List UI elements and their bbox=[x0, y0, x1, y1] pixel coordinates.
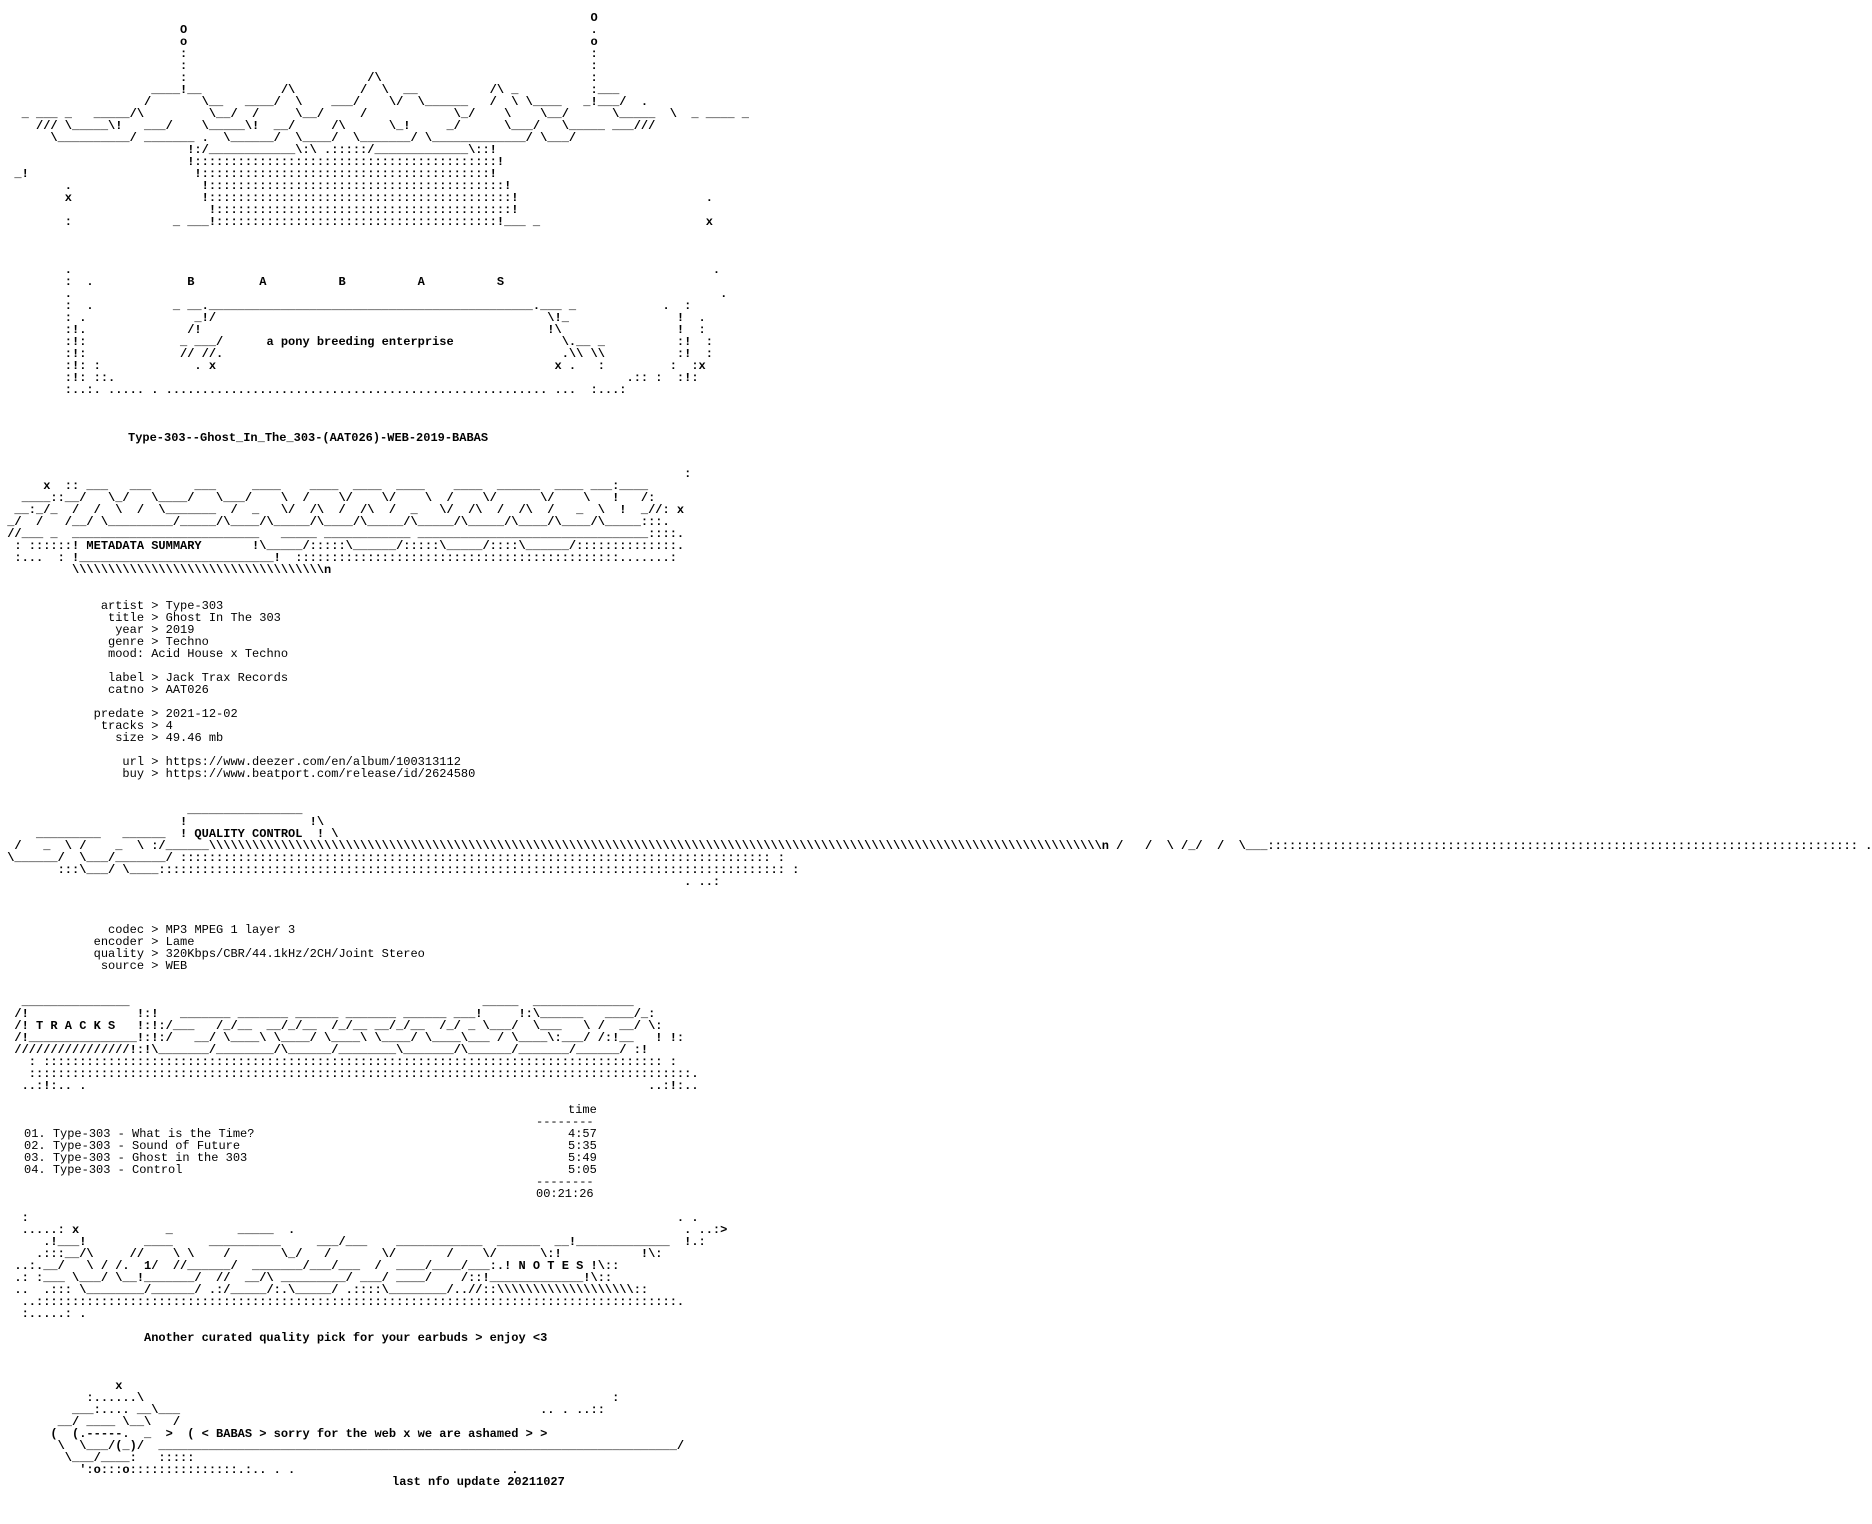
metadata-genre-row: genre > Techno bbox=[0, 635, 209, 649]
total-time: 00:21:26 bbox=[536, 1187, 594, 1201]
release-name: Type-303--Ghost_In_The_303-(AAT026)-WEB-2019-BABAS bbox=[128, 431, 489, 445]
time-divider: -------- bbox=[536, 1115, 594, 1129]
metadata-title-row: title > Ghost In The 303 bbox=[0, 611, 281, 625]
footer-art: x :......\ : ___:.... __\___ .. . ..:: __/ ____ \__\ / ( (.-----. _ > ( < BABAS > sorry for the web x we are ashamed > > \ \___/(_)/ ________________________________________________________________________/ \___/____: ::::: ':o:::o:::::::::::::::.:.. . . . bbox=[50, 1379, 685, 1477]
metadata-title: Ghost In The 303 bbox=[165, 611, 281, 625]
track-name: Type-303 - What is the Time? bbox=[52, 1127, 255, 1141]
quality-quality-row: quality > 320Kbps/CBR/44.1kHz/2CH/Joint Stereo bbox=[0, 947, 425, 961]
track-time: 5:05 bbox=[568, 1163, 597, 1177]
time-column-header: time bbox=[568, 1103, 597, 1117]
metadata-url-row: url > https://www.deezer.com/en/album/100313112 bbox=[0, 755, 461, 769]
quality-codec: MP3 MPEG 1 layer 3 bbox=[165, 923, 296, 937]
metadata-catno-row: catno > AAT026 bbox=[0, 683, 209, 697]
track-time: 4:57 bbox=[568, 1127, 597, 1141]
header-logo-art: O O . o o : : : : : /\ : ____!__ /\ / \ __ /\ _ :___ / \__ ____/ \ ___/ \/ \______ / \ \____ _!___/ . _ ___ _ _____/\ \__/ / \__/ / \_/ \ \__/ \_____ \ _ ____ _ /// \_____\! ___/ \_____\! __/ /\ \_! _/ \___/ \_____ ___/// \__________/ _______ . \______/ \____/ \_______/ \_____________/ \___/ !:/____________\:\ .:::::/_____________\::! !::::::::::::::::::::::::::::::::::::::::::! _! !::::::::::::::::::::::::::::::::::::::::! . !:::::::::::::::::::::::::::::::::::::::::! x !::::::::::::::::::::::::::::::::::::::::::! . !:::::::::::::::::::::::::::::::::::::::::! : _ ___!:::::::::::::::::::::::::::::::::::::::!___ _ x bbox=[14, 11, 749, 229]
quality-source: WEB bbox=[165, 959, 188, 973]
metadata-year: 2019 bbox=[165, 623, 195, 637]
metadata-header-art: : x :: ___ ___ ___ ____ ____ ____ ____ ____ ______ ____ ___:____ ____::__/ \_/ \____/ \___/ \ / \/ \/ \ / \/ \/ \ ! /: __:_/_ / / \ / \_______ / _ \/ /\ / /\ / _ \/ /\ / /\ / _ \ ! _//: x _/ / /__/ \_________/_____/\____/\_____/\____/\_____/\_____/\_____/\____/\____/\_____:::. //___ _ __________________________ _____ ____________ ________________________________::::. : ::::::! METADATA SUMMARY !\_____/:::::\______/:::::\_____/::::\______/::::::::::::::. :... : !___________________________! :::::::::::::::::::::::::::::::::::::::::::::.......: \\\\\\\\\\\\\\\\\\\\\\\\\\\\\\\\\\\n bbox=[7, 467, 692, 577]
metadata-size: 49.46 mb bbox=[165, 731, 224, 745]
track-row bbox=[24, 1164, 524, 1176]
metadata-year-row: year > 2019 bbox=[0, 623, 195, 637]
metadata-predate: 2021-12-02 bbox=[165, 707, 238, 721]
quality-source-row: source > WEB bbox=[0, 959, 188, 973]
metadata-catno: AAT026 bbox=[165, 683, 209, 697]
track-name: Type-303 - Sound of Future bbox=[52, 1139, 241, 1153]
metadata-mood: Acid House x Techno bbox=[151, 647, 289, 661]
metadata-artist-row: artist > Type-303 bbox=[0, 599, 224, 613]
track-number: 03. bbox=[24, 1151, 46, 1165]
metadata-buy: https://www.beatport.com/release/id/2624580 bbox=[165, 767, 476, 781]
track-number: 02. bbox=[24, 1139, 46, 1153]
quality-encoder: Lame bbox=[165, 935, 195, 949]
quality-control-header-art: ________________ ! !\ _________ ______ ! QUALITY CONTROL ! \ / _ \ / _ \ :/______\\\\\\\\\\\\\\\\\\\\\\\\\\\\\\\\\\\\\\\\\\\\\\\\\\\\\\\\\\\\\\\\\\\\\\\\\\\\\\\\\\\\\\\\\\\\\\\\\\\\\\\\\\\\\\\\\\\\\\\\\\\\n / / \ /_/ / \___:::::::::::::::::::::::::::::::::::::::::::::::::::::::::::::::::::::::::::::::::: . \______/ \___/_______/ :::::::::::::::::::::::::::::::::::::::::::::::::::::::::::::::::::::::::::::::::: : :::\___/ \____::::::::::::::::::::::::::::::::::::::::::::::::::::::::::::::::::::::::::::::::::::::: : . ..: bbox=[7, 803, 1872, 889]
metadata-tracks-row: tracks > 4 bbox=[0, 719, 173, 733]
metadata-tracks: 4 bbox=[165, 719, 173, 733]
metadata-url: https://www.deezer.com/en/album/100313112 bbox=[165, 755, 461, 769]
quality-encoder-row: encoder > Lame bbox=[0, 935, 195, 949]
track-name: Type-303 - Ghost in the 303 bbox=[52, 1151, 248, 1165]
notes-text: Another curated quality pick for your earbuds > enjoy <3 bbox=[144, 1331, 548, 1345]
tracks-header-art: _______________ _____ ______________ /! !:! _______ _______ ______ _______ ______ ___! !:\______ ____/_: /! T R A C K S !:!:/___ /_/__ __/_/__ /_/__ __/_/__ /_/ _ \___/ \___ \ / __/ \: /!_______________!:!:/ __/ \____\ \____/ \____\ \____/ \____\___ / \____\:___/ /:!__ ! !: ////////////////!:!\_______/________/\______/________\_______/\______/_______/______/ :! : :::::::::::::::::::::::::::::::::::::::::::::::::::::::::::::::::::::::::::::::::::::: : ::::::::::::::::::::::::::::::::::::::::::::::::::::::::::::::::::::::::::::::::::::::::::::. ..:!:.. . ..:!:.. bbox=[14, 995, 699, 1093]
metadata-size-row: size > 49.46 mb bbox=[0, 731, 224, 745]
babas-banner-art: . . : . B A B A S . . : . _ __._____________________________________________.___ _ . : : . _!/ \!_ ! . :!. /! !\ ! : :!: _ ___/ a pony breeding enterprise \.__ _ :! : :!: // //. .\\ \\ :! : :!: : . x x . : : :x :!: ::. .:: : :!: :..:. ..... . ..................................................... ... :...: bbox=[64, 263, 728, 397]
metadata-label-row: label > Jack Trax Records bbox=[0, 671, 289, 685]
metadata-artist: Type-303 bbox=[165, 599, 224, 613]
quality-quality: 320Kbps/CBR/44.1kHz/2CH/Joint Stereo bbox=[165, 947, 425, 961]
track-name: Type-303 - Control bbox=[52, 1163, 183, 1177]
track-number: 01. bbox=[24, 1127, 46, 1141]
metadata-label: Jack Trax Records bbox=[165, 671, 289, 685]
metadata-mood-row: mood: Acid House x Techno bbox=[0, 647, 289, 661]
metadata-predate-row: predate > 2021-12-02 bbox=[0, 707, 238, 721]
total-divider: -------- bbox=[536, 1175, 594, 1189]
track-time: 5:49 bbox=[568, 1151, 597, 1165]
track-number: 04. bbox=[24, 1163, 46, 1177]
quality-codec-row: codec > MP3 MPEG 1 layer 3 bbox=[0, 923, 296, 937]
track-time: 5:35 bbox=[568, 1139, 597, 1153]
metadata-buy-row: buy > https://www.beatport.com/release/id/2624580 bbox=[0, 767, 476, 781]
notes-header-art: : . . .....: x _ _____ . . ..:> .!___! ____ __________ ___/___ ____________ ______ __!_____________ !.: .:::__/\ // \ \ / \_/ / \/ / \/ \:! !\: ..:.__/ \ / /. 1/ //______/ _______/___/___ / ____/____/___:.! N O T E S !\:: .: :___ \___/ \__!_______/ // __/\ _________/ ___/ ____/ /::!_____________!\:: .. .::: \________/______/ .:/_____/:.\_____/ .::::\________/..//::\\\\\\\\\\\\\\\\\\\:: ..:::::::::::::::::::::::::::::::::::::::::::::::::::::::::::::::::::::::::::::::::::::::::. :.....: . bbox=[14, 1211, 728, 1321]
metadata-genre: Techno bbox=[165, 635, 209, 649]
last-update-text: last nfo update 20211027 bbox=[392, 1475, 565, 1489]
